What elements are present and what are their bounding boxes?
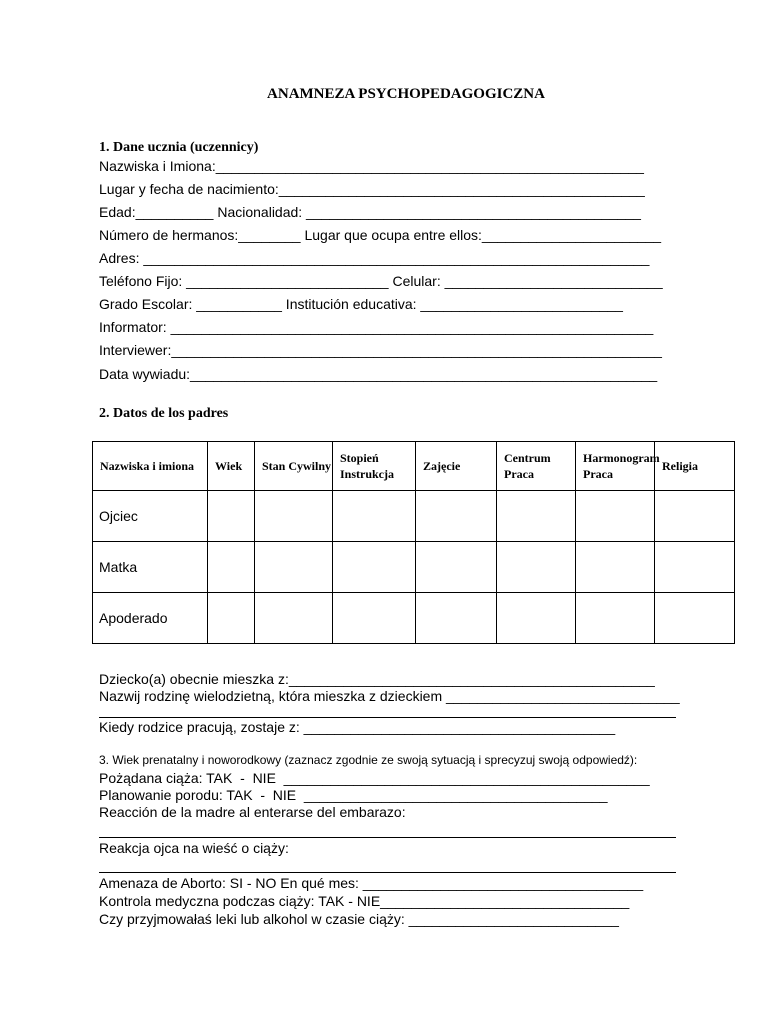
table-row: [93, 593, 735, 644]
field-rodzina-wielodzietna: Nazwij rodzinę wielodzietną, która mieszka z dzieckiem ______________________________: [99, 688, 680, 704]
field-informator: Informator: ______________________________________________________________: [99, 319, 654, 335]
table-cell: [416, 593, 497, 644]
table-cell: [208, 593, 255, 644]
blank-line: [99, 837, 676, 838]
table-cell: [497, 542, 576, 593]
field-pozadana-ciaza: Pożądana ciąża: TAK - NIE _______________________________________________: [99, 770, 650, 786]
field-reaccion-madre: Reacción de la madre al enterarse del embarazo:: [99, 804, 406, 820]
table-cell: [497, 491, 576, 542]
row-label: Matka: [93, 542, 208, 593]
table-row: [93, 542, 735, 593]
field-interviewer: Interviewer:_______________________________________________________________: [99, 342, 662, 358]
column-header: Centrum Praca: [497, 442, 576, 491]
row-label: Ojciec: [93, 491, 208, 542]
field-dziecko-mieszka: Dziecko(a) obecnie mieszka z:_______________________________________________: [99, 671, 655, 687]
column-header: Nazwiska i imiona: [93, 442, 208, 491]
column-header: Religia: [655, 442, 735, 491]
table-cell: [208, 491, 255, 542]
field-reakcja-ojca: Reakcja ojca na wieść o ciąży:: [99, 840, 289, 856]
table-cell: [333, 593, 416, 644]
table-cell: [655, 593, 735, 644]
field-planowanie-porodu: Planowanie porodu: TAK - NIE _______________________________________: [99, 787, 608, 803]
column-header: Wiek: [208, 442, 255, 491]
table-cell: [333, 491, 416, 542]
column-header: Zajęcie: [416, 442, 497, 491]
field-nazwiska-imiona: Nazwiska i Imiona:_______________________________________________________: [99, 158, 644, 174]
table-cell: [333, 542, 416, 593]
field-grado-escolar: Grado Escolar: ___________ Institución educativa: __________________________: [99, 296, 623, 312]
table-cell: [655, 491, 735, 542]
table-cell: [208, 542, 255, 593]
table-cell: [497, 593, 576, 644]
section-2-heading: 2. Datos de los padres: [99, 406, 229, 421]
field-amenaza-aborto: Amenaza de Aborto: SI - NO En qué mes: ____________________________________: [99, 875, 644, 891]
blank-line: [99, 872, 676, 873]
table-cell: [255, 542, 333, 593]
section-1-heading: 1. Dane ucznia (uczennicy): [99, 140, 259, 155]
table-cell: [655, 542, 735, 593]
table-cell: [576, 542, 655, 593]
field-kiedy-rodzice-pracuja: Kiedy rodzice pracują, zostaje z: ________________________________________: [99, 719, 616, 735]
field-lugar-fecha-nacimiento: Lugar y fecha de nacimiento:_______________________________________________: [99, 181, 645, 197]
field-adres: Adres: _________________________________________________________________: [99, 250, 650, 266]
document-title: ANAMNEZA PSYCHOPEDAGOGICZNA: [267, 86, 545, 102]
parents-table: [92, 441, 735, 644]
table-cell: [416, 542, 497, 593]
field-data-wywiadu: Data wywiadu:____________________________________________________________: [99, 366, 658, 382]
section-3-heading: 3. Wiek prenatalny i noworodkowy (zaznacz zgodnie ze swoją sytuacją i sprecyzuj swoją odpowiedź):: [99, 753, 638, 767]
table-cell: [576, 593, 655, 644]
field-numero-hermanos: Número de hermanos:________ Lugar que ocupa entre ellos:_______________________: [99, 227, 662, 243]
field-kontrola-medyczna: Kontrola medyczna podczas ciąży: TAK - NIE________________________________: [99, 893, 630, 909]
table-header-row: [93, 442, 735, 491]
field-leki-alkohol: Czy przyjmowałaś leki lub alkohol w czasie ciąży: ___________________________: [99, 911, 619, 927]
blank-line: [99, 717, 676, 718]
table-cell: [255, 491, 333, 542]
table-cell: [416, 491, 497, 542]
table-cell: [576, 491, 655, 542]
column-header: Stopień Instrukcja: [333, 442, 416, 491]
row-label: Apoderado: [93, 593, 208, 644]
field-edad-nacionalidad: Edad:__________ Nacionalidad: ___________________________________________: [99, 204, 641, 220]
table-cell: [255, 593, 333, 644]
table-row: [93, 491, 735, 542]
field-telefono: Teléfono Fijo: __________________________ Celular: ____________________________: [99, 273, 663, 289]
column-header: Harmonogram Praca: [576, 442, 655, 491]
column-header: Stan Cywilny: [255, 442, 333, 491]
